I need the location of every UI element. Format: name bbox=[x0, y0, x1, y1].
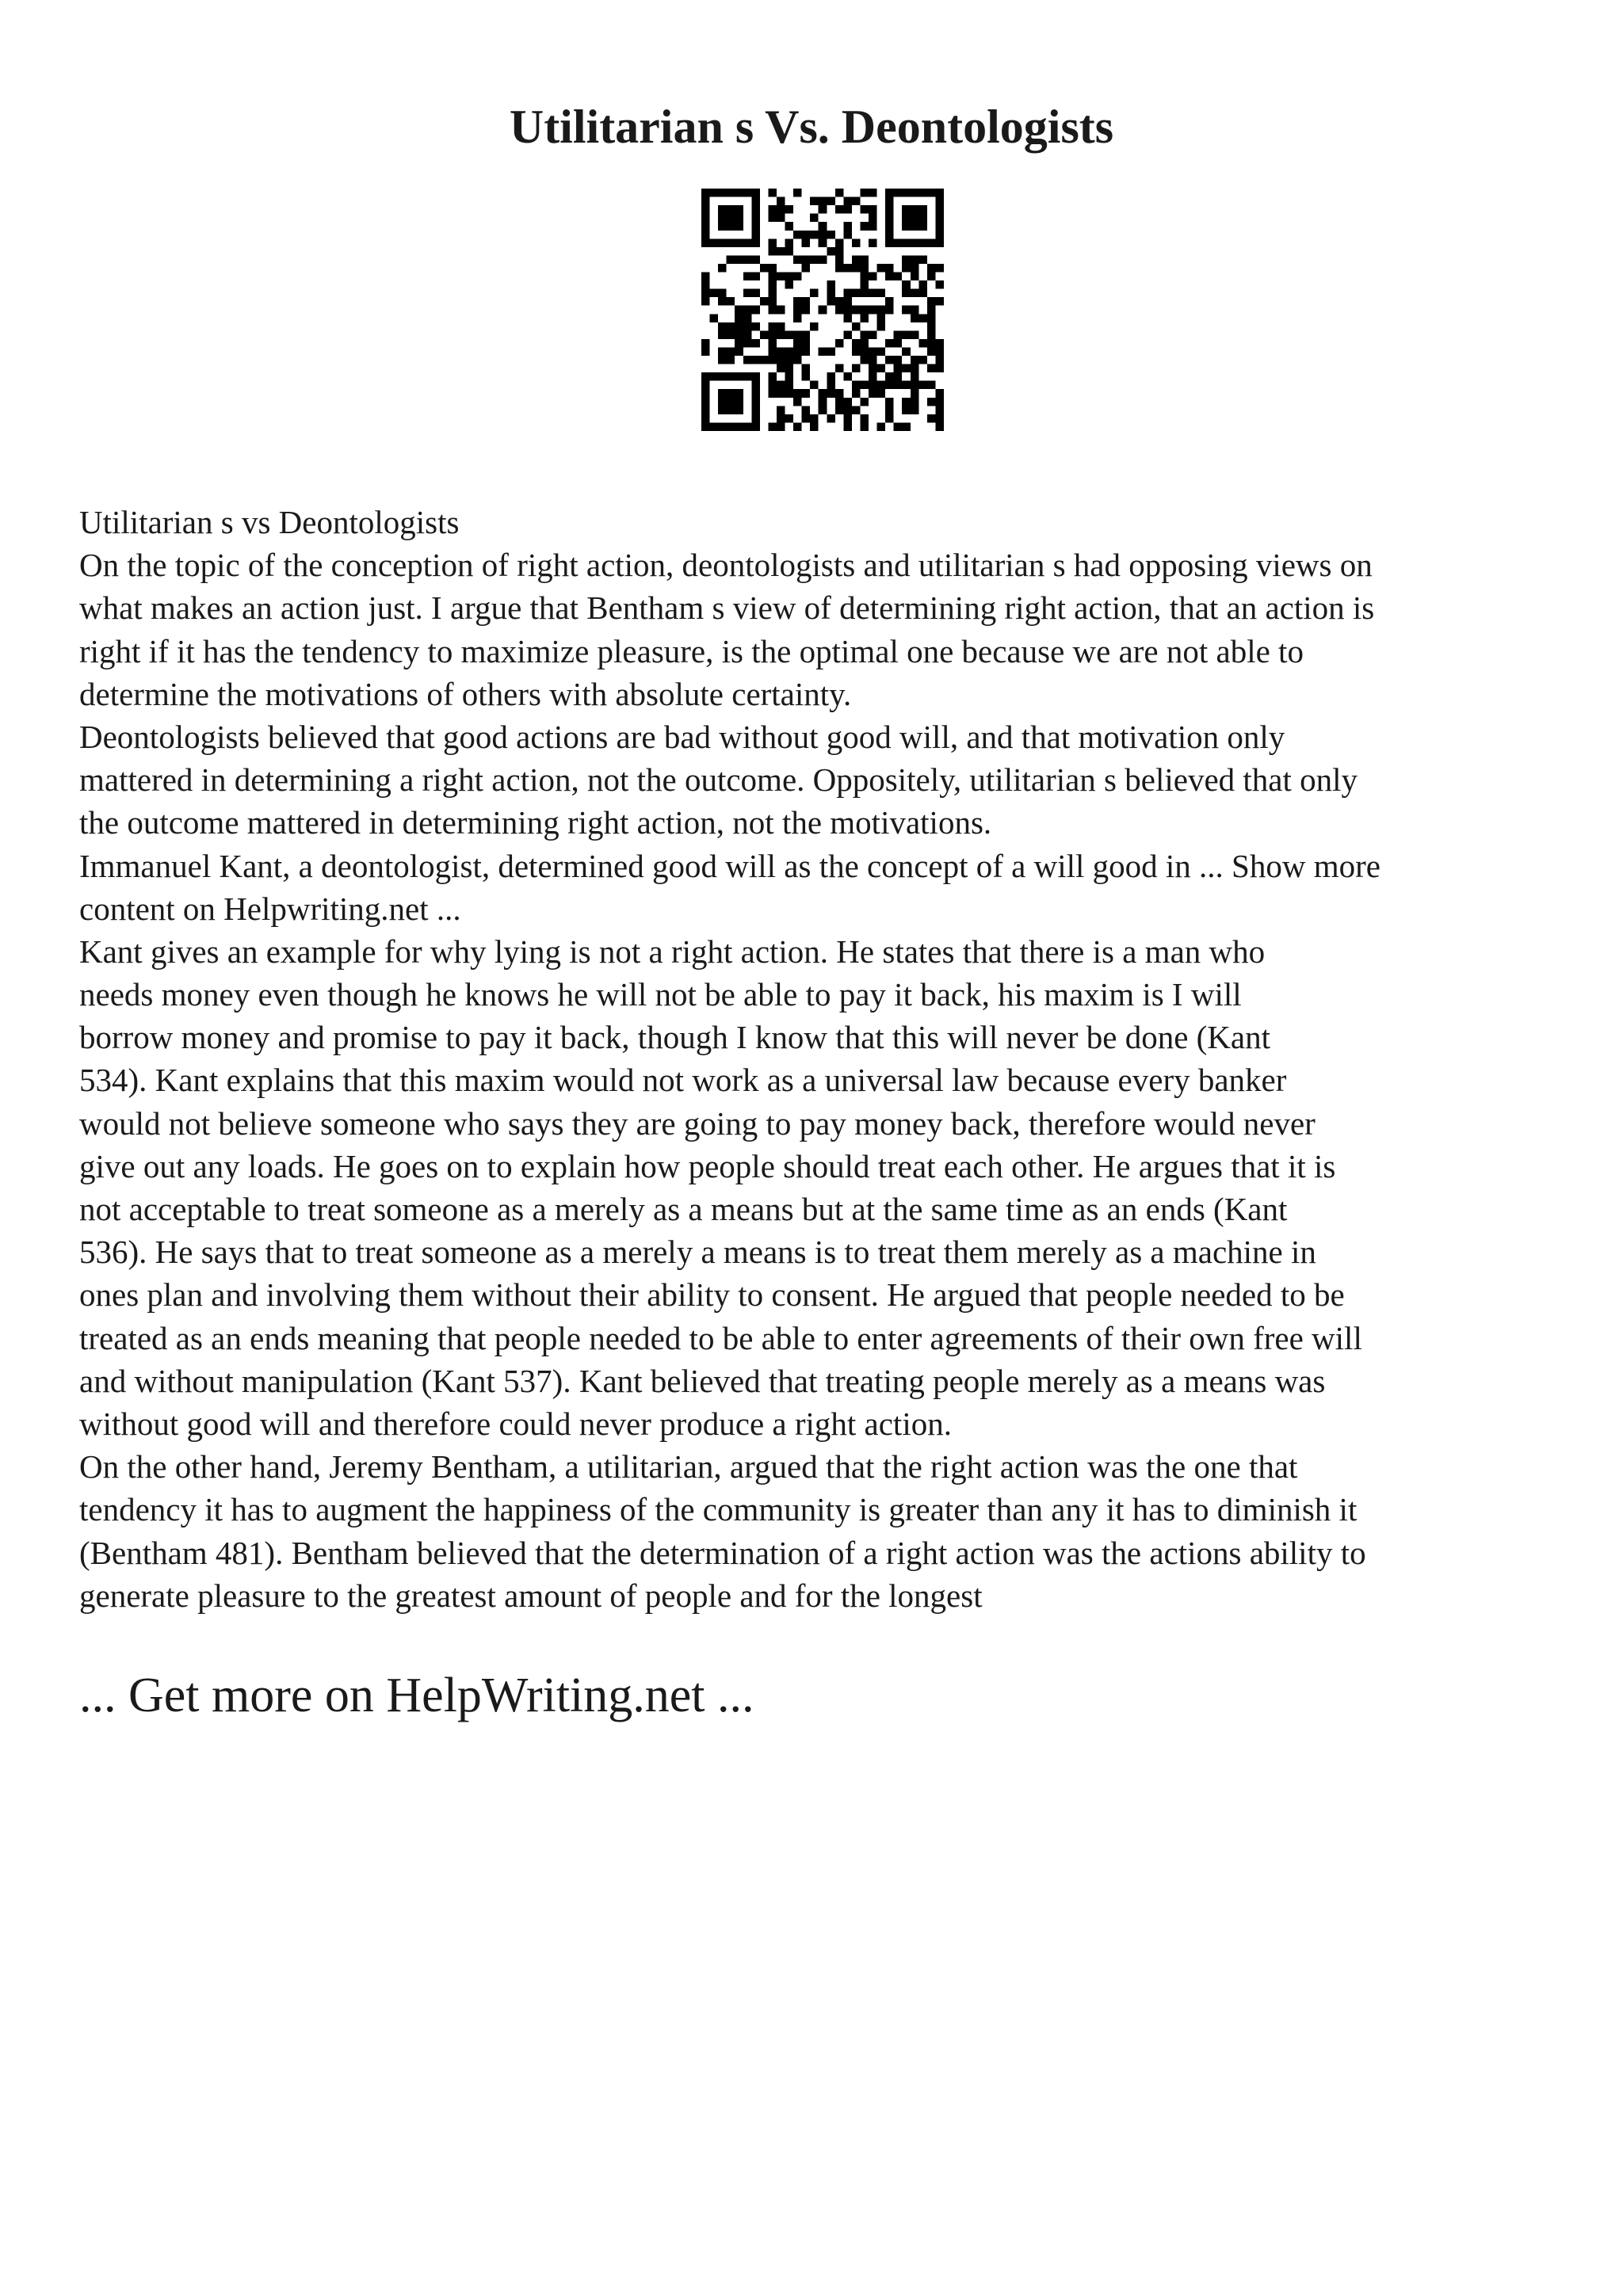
body-line: On the topic of the conception of right action, deontologists and utilitarian s had opposing views on bbox=[79, 547, 1373, 584]
body-line: Immanuel Kant, a deontologist, determined good will as the concept of a will good in ... Show more bbox=[79, 847, 1381, 884]
body-line: what makes an action just. I argue that Bentham s view of determining right action, that an action is bbox=[79, 589, 1375, 627]
body-line: needs money even though he knows he will not be able to pay it back, his maxim is I will bbox=[79, 976, 1242, 1013]
body-line: Deontologists believed that good actions are bad without good will, and that motivation only bbox=[79, 718, 1285, 755]
body-line: without good will and therefore could never produce a right action. bbox=[79, 1405, 952, 1442]
body-line: generate pleasure to the greatest amount of people and for the longest bbox=[79, 1577, 983, 1614]
body-line: would not believe someone who says they are going to pay money back, therefore would never bbox=[79, 1104, 1316, 1142]
qr-code-graphic bbox=[701, 189, 944, 431]
page-title: Utilitarian s Vs. Deontologists bbox=[509, 101, 1114, 153]
body-line: and without manipulation (Kant 537). Kant believed that treating people merely as a means was bbox=[79, 1362, 1326, 1399]
body-line: 536). He says that to treat someone as a merely a means is to treat them merely as a machine in bbox=[79, 1234, 1316, 1271]
body-line: Utilitarian s vs Deontologists bbox=[79, 504, 460, 540]
body-line: 534). Kant explains that this maxim would not work as a universal law because every banker bbox=[79, 1062, 1287, 1099]
body-line: (Bentham 481). Bentham believed that the determination of a right action was the actions ability to bbox=[79, 1534, 1366, 1571]
body-line: Kant gives an example for why lying is not a right action. He states that there is a man who bbox=[79, 933, 1266, 970]
get-more-link[interactable]: ... Get more on HelpWriting.net ... bbox=[79, 1669, 754, 1722]
body-line: borrow money and promise to pay it back, though I know that this will never be done (Kant bbox=[79, 1019, 1271, 1056]
body-line: not acceptable to treat someone as a merely as a means but at the same time as an ends (Kant bbox=[79, 1191, 1288, 1227]
body-line: determine the motivations of others with absolute certainty. bbox=[79, 675, 852, 712]
body-line: give out any loads. He goes on to explain how people should treat each other. He argues that it is bbox=[79, 1147, 1336, 1184]
body-line: mattered in determining a right action, not the outcome. Oppositely, utilitarian s believed that only bbox=[79, 761, 1358, 799]
body-line: treated as an ends meaning that people needed to be able to enter agreements of their own free will bbox=[79, 1319, 1362, 1356]
body-line: the outcome mattered in determining right action, not the motivations. bbox=[79, 804, 992, 841]
body-line: content on Helpwriting.net ... bbox=[79, 890, 461, 927]
body-line: ones plan and involving them without their ability to consent. He argued that people needed to be bbox=[79, 1276, 1345, 1314]
body-line: right if it has the tendency to maximize pleasure, is the optimal one because we are not able to bbox=[79, 632, 1304, 669]
essay-body bbox=[79, 501, 1569, 1617]
body-line: tendency it has to augment the happiness of the community is greater than any it has to diminish it bbox=[79, 1491, 1358, 1528]
body-line: On the other hand, Jeremy Bentham, a utilitarian, argued that the right action was the one that bbox=[79, 1448, 1298, 1486]
qr-code-icon[interactable] bbox=[701, 189, 944, 431]
